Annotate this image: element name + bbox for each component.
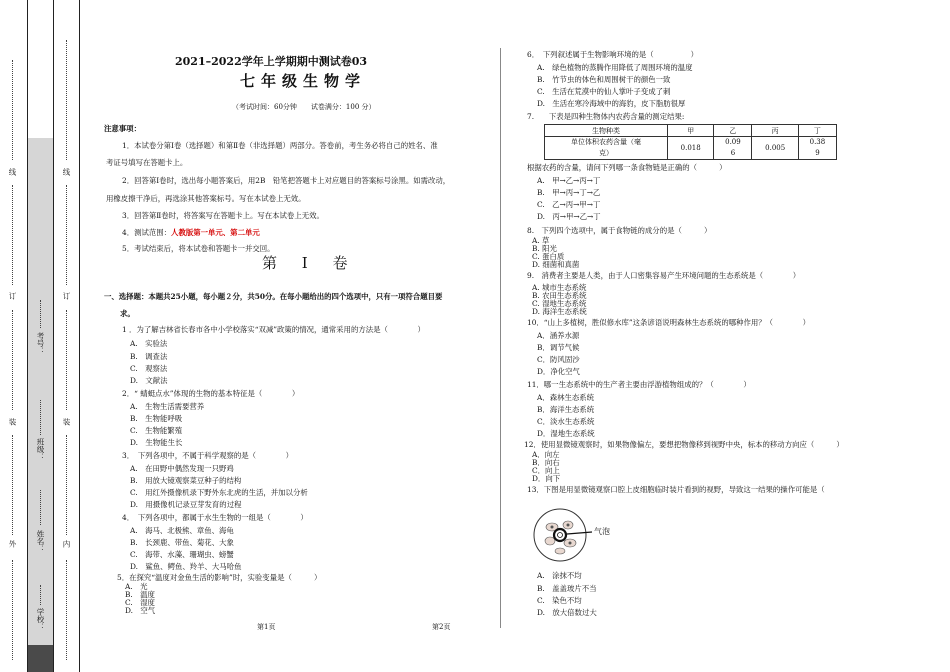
question-option: B. 用放大镜观察菜豆种子的结构 bbox=[130, 476, 242, 485]
question-stem: 11．哪一生态系统中的生产者主要由浮游植物组成的？（ ） bbox=[527, 380, 751, 389]
question-option: A. 在田野中偶然发现一只野鸡 bbox=[130, 464, 234, 473]
gutter-label-inner: 订 bbox=[62, 292, 71, 300]
question-option: A. 绿色植物的蒸腾作用降低了周围环境的温度 bbox=[537, 63, 693, 72]
question-stem: 5．在探究“温度对金鱼生活的影响”时，实验变量是（ ） bbox=[117, 573, 322, 582]
question-option: C. 海带、水藻、珊瑚虫、螃蟹 bbox=[130, 550, 234, 559]
section-instruction: 求。 bbox=[120, 309, 135, 318]
notice-line: 2．回答第Ⅰ卷时，选出每小题答案后，用2B 铅笔把答题卡上对应题目的答案标号涂黑。如需改动， bbox=[122, 176, 451, 185]
question-option: C. 用红外摄像机录下野外东北虎的生活，并加以分析 bbox=[130, 488, 308, 497]
question-stem: 3． 下列各项中，不属于科学观察的是（ ） bbox=[122, 451, 293, 460]
question-option: B. 阳光 bbox=[532, 244, 557, 253]
exam-meta: （考试时间：60分钟 试卷满分：100 分） bbox=[232, 103, 376, 111]
question-stem: 1 ．为了解吉林省长春市各中小学校落实“双减”政策的情况，通常采用的方法是（ ） bbox=[122, 325, 425, 334]
question-option: D. 空气 bbox=[125, 606, 156, 615]
question-option: B．调节气候 bbox=[537, 343, 580, 352]
table-value-cell bbox=[798, 137, 836, 160]
gutter-label-outer: 线 bbox=[8, 168, 17, 176]
question-option: D. 文献法 bbox=[130, 376, 168, 385]
pesticide-table bbox=[544, 124, 837, 160]
question-option: C. 生物能繁殖 bbox=[130, 426, 183, 435]
question-option: C. 湿地生态系统 bbox=[532, 299, 587, 308]
outer-dotted-line bbox=[12, 60, 13, 160]
question-option: B. 调查法 bbox=[130, 352, 168, 361]
cell-nucleus bbox=[551, 526, 554, 529]
page-number-right: 第2页 bbox=[432, 623, 451, 631]
question-option: A. 光 bbox=[125, 582, 148, 591]
question-stem: 2．“ 蜻蜓点水”体现的生物的基本特征是（ ） bbox=[122, 389, 300, 398]
microscope-view-figure bbox=[530, 505, 640, 565]
gutter-label-inner: 内 bbox=[62, 540, 71, 548]
notice-scope-value: 人教版第一单元、第二单元 bbox=[171, 228, 260, 237]
field-class-line bbox=[40, 400, 41, 435]
table-value: 0.38 bbox=[809, 138, 826, 146]
question-option: C．防风固沙 bbox=[537, 355, 580, 364]
notice-line: 1．本试卷分第Ⅰ卷（选择题）和第Ⅱ卷（非选择题）两部分。答卷前，考生务必将自己的姓名、准 bbox=[122, 141, 438, 150]
question-option: B. 甲→丙→丁→乙 bbox=[537, 188, 601, 197]
gutter-label-inner: 线 bbox=[62, 168, 71, 176]
gutter-label-outer: 订 bbox=[8, 292, 17, 300]
section-instruction: 一、选择题：本题共25小题，每小题２分，共50分。在每小题给出的四个选项中，只有一项符合题目要 bbox=[104, 292, 443, 301]
question-option: C. 乙→丙→甲→丁 bbox=[537, 200, 601, 209]
question-option: A. 甲→乙→丙→丁 bbox=[537, 176, 601, 185]
notice-line bbox=[122, 228, 260, 237]
question-option: C. 湿度 bbox=[125, 598, 155, 607]
gutter-label-inner: 装 bbox=[62, 418, 71, 426]
gutter-border-left bbox=[27, 0, 28, 672]
question-option: D. 用摄像机记录豆芽发育的过程 bbox=[130, 500, 242, 509]
question-option: D．净化空气 bbox=[537, 367, 580, 376]
table-header-cell: 生物种类 bbox=[545, 125, 668, 137]
question-stem: 8. 下列四个选项中，属于食物链的成分的是（ ） bbox=[527, 226, 712, 235]
question-option: D. 丙→甲→乙→丁 bbox=[537, 212, 601, 221]
question-stem: 13．下图是用显微镜观察口腔上皮细胞临时装片看到的视野，导致这一结果的操作可能是（ bbox=[527, 485, 825, 494]
question-stem: 4． 下列各项中，都属于水生生物的一组是（ ） bbox=[122, 513, 308, 522]
binding-gutter-outer bbox=[0, 0, 27, 672]
gutter-label-outer: 外 bbox=[8, 540, 17, 548]
section-title: 第 Ⅰ 卷 bbox=[262, 254, 358, 272]
outer-dotted-line bbox=[12, 185, 13, 285]
field-name-line bbox=[40, 490, 41, 525]
question-stem: 9. 消费者主要是人类，由于人口密集容易产生环境问题的生态系统是（ ） bbox=[527, 271, 801, 280]
cell-shape bbox=[555, 548, 565, 554]
table-value-cell bbox=[752, 137, 798, 160]
question-option: C．淡水生态系统 bbox=[537, 417, 595, 426]
table-row-label-line: 单位体积农药含量（毫 bbox=[571, 138, 641, 146]
question-option: C. 蛋白质 bbox=[532, 252, 565, 261]
question-option: C. 染色不均 bbox=[537, 596, 582, 605]
cell-shape bbox=[545, 537, 555, 545]
field-school-label: 学校： bbox=[36, 608, 45, 631]
table-header-cell: 甲 bbox=[668, 125, 714, 137]
field-id-label: 考号： bbox=[36, 332, 45, 355]
question-option: B. 生物能呼吸 bbox=[130, 414, 183, 423]
gutter-label-outer: 装 bbox=[8, 418, 17, 426]
table-header-cell: 丙 bbox=[752, 125, 798, 137]
exam-subject: 七年级生物学 bbox=[240, 72, 367, 90]
question-option: C．向上 bbox=[532, 466, 560, 475]
question-option: D. 放大倍数过大 bbox=[537, 608, 597, 617]
question-option: B. 盖盖玻片不当 bbox=[537, 584, 597, 593]
exam-title: 2021–2022学年上学期期中测试卷03 bbox=[175, 55, 368, 68]
table-value-cell bbox=[668, 137, 714, 160]
air-bubble-inner bbox=[558, 533, 563, 538]
field-id-line bbox=[40, 300, 41, 328]
question-option: D. 生活在寒冷海域中的海豹，皮下脂肪很厚 bbox=[537, 99, 686, 108]
question-option: A. 海马、北极熊、章鱼、海龟 bbox=[130, 526, 234, 535]
table-value: 0.005 bbox=[765, 143, 786, 152]
field-name-label: 姓名： bbox=[36, 530, 45, 553]
question-option: A．向左 bbox=[532, 450, 560, 459]
question-option: B．向右 bbox=[532, 458, 560, 467]
question-stem: 6． 下列叙述属于生物影响环境的是（ ） bbox=[527, 50, 698, 59]
inner-dotted-line bbox=[66, 560, 67, 660]
question-stem: 7. 下表是四种生物体内农药含量的测定结果: bbox=[527, 112, 685, 121]
table-value-cell bbox=[714, 137, 752, 160]
inner-dotted-line bbox=[66, 310, 67, 410]
outer-dotted-line bbox=[12, 435, 13, 535]
inner-dotted-line bbox=[66, 40, 67, 160]
question-option: B．海洋生态系统 bbox=[537, 405, 595, 414]
question-option: D. 海洋生态系统 bbox=[532, 307, 587, 316]
table-header-cell: 乙 bbox=[714, 125, 752, 137]
binding-gutter-corner bbox=[27, 645, 53, 672]
table-value: 0.018 bbox=[680, 143, 701, 152]
question-option: A. 实验法 bbox=[130, 339, 168, 348]
notice-line: 用橡皮擦干净后，再选涂其他答案标号。写在本试卷上无效。 bbox=[106, 194, 306, 203]
question-option: B. 农田生态系统 bbox=[532, 291, 587, 300]
question-stem: 12．使用显微镜观察时，如果物像偏左，要想把物像移到视野中央，标本的移动方向应（ ） bbox=[524, 440, 844, 449]
question-option: D．湿地生态系统 bbox=[537, 429, 595, 438]
notice-line: 5．考试结束后，将本试卷和答题卡一并交回。 bbox=[122, 244, 275, 253]
bubble-label: 气泡 bbox=[594, 527, 610, 536]
page-border-left bbox=[79, 0, 80, 672]
table-row-label-line: 克） bbox=[599, 149, 613, 157]
page-number-left: 第1页 bbox=[257, 623, 276, 631]
question-option: B. 长颈鹿、带鱼、菊花、大象 bbox=[130, 538, 234, 547]
outer-dotted-line bbox=[12, 310, 13, 410]
question-option: C. 生活在荒漠中的仙人掌叶子变成了刺 bbox=[537, 87, 671, 96]
question-option: A. 涂抹不均 bbox=[537, 571, 582, 580]
question-option: A. 草 bbox=[532, 236, 550, 245]
question-option: D. 细菌和真菌 bbox=[532, 260, 580, 269]
question-option: A．森林生态系统 bbox=[537, 393, 595, 402]
question-option: D. 鲨鱼、鳄鱼、羚羊、大马哈鱼 bbox=[130, 562, 242, 571]
inner-dotted-line bbox=[66, 185, 67, 285]
notice-line: 考证号填写在答题卡上。 bbox=[106, 158, 188, 167]
question-option: B. 竹节虫的体色和周围树干的颜色一致 bbox=[537, 75, 671, 84]
question-option: B. 温度 bbox=[125, 590, 155, 599]
table-value: 6 bbox=[730, 149, 736, 157]
question-option: A. 生物生活需要营养 bbox=[130, 402, 205, 411]
inner-dotted-line bbox=[66, 435, 67, 535]
question-stem: 根据农药的含量，请问下列哪一条食物链是正确的（ ） bbox=[527, 163, 727, 172]
question-option: A. 城市生态系统 bbox=[532, 283, 587, 292]
field-class-label: 班级： bbox=[36, 438, 45, 461]
cell-nucleus bbox=[567, 524, 570, 527]
outer-dotted-line bbox=[12, 560, 13, 660]
notice-line: 3．回答第Ⅱ卷时，将答案写在答题卡上。写在本试卷上无效。 bbox=[122, 211, 324, 220]
question-stem: 10．“山上多植树，胜似修水库”这条谚语说明森林生态系统的哪种作用？（ ） bbox=[527, 318, 811, 327]
table-value: 0.09 bbox=[725, 138, 741, 146]
field-school-line bbox=[40, 585, 41, 605]
column-divider bbox=[500, 48, 501, 628]
notice-heading: 注意事项： bbox=[104, 124, 141, 133]
table-header-cell: 丁 bbox=[798, 125, 836, 137]
question-option: C. 观察法 bbox=[130, 364, 168, 373]
table-value: 9 bbox=[815, 149, 820, 157]
cell-nucleus bbox=[569, 542, 572, 545]
notice-scope-label: 4．测试范围： bbox=[122, 228, 172, 237]
question-option: D．向下 bbox=[532, 474, 561, 483]
question-option: D. 生物能生长 bbox=[130, 438, 183, 447]
gutter-border-right bbox=[53, 0, 54, 672]
table-row-label bbox=[545, 137, 668, 160]
question-option: A．涵养水源 bbox=[537, 331, 580, 340]
